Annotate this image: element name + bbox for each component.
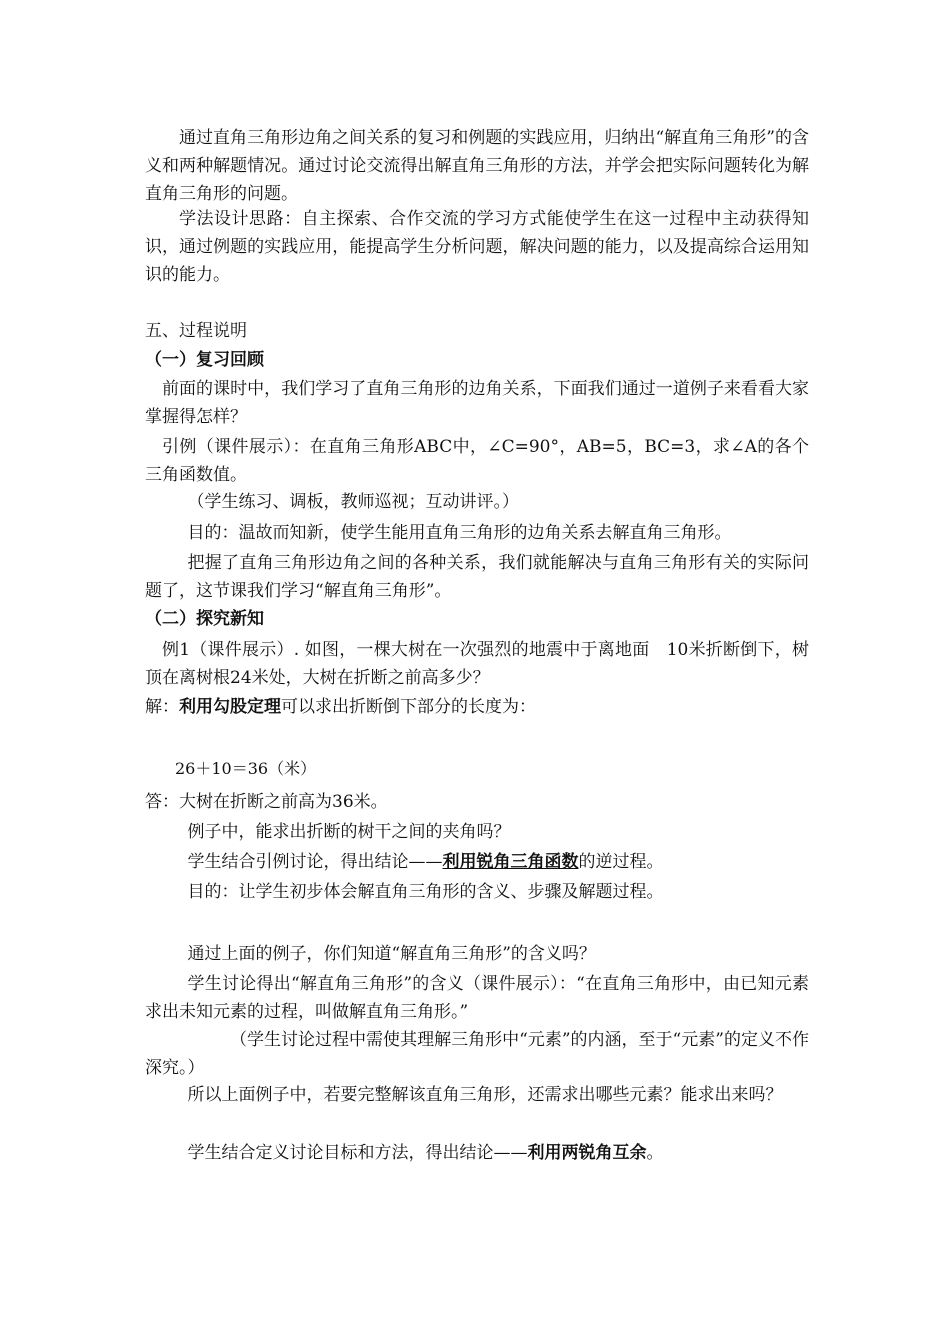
solution-line xyxy=(145,693,809,721)
answer: 答：大树在折断之前高为36米。 xyxy=(145,792,388,812)
discussion-2-rest: 。 xyxy=(646,1143,664,1163)
explore-purpose: 目的：让学生初步体会解直角三角形的含义、步骤及解题过程。 xyxy=(187,882,664,902)
heading-explore: （二）探究新知 xyxy=(145,609,264,629)
review-paragraph-5: 把握了直角三角形边角之间的各种关系，我们就能解决与直角三角形有关的实际问题了，这节课我们学习“解直角三角形”。 xyxy=(145,553,809,601)
review-paragraph-1: 前面的课时中，我们学习了直角三角形的边角关系，下面我们通过一道例子来看看大家掌握得怎样？ xyxy=(145,379,809,427)
question-3: 所以上面例子中，若要完整解该直角三角形，还需求出哪些元素？能求出来吗？ xyxy=(187,1085,783,1105)
definition: 学生讨论得出“解直角三角形”的含义（课件展示）：“在直角三角形中，由已知元素求出未知元素的过程，叫做解直角三角形。” xyxy=(145,974,809,1022)
question-2: 通过上面的例子，你们知道“解直角三角形”的含义吗？ xyxy=(187,944,596,964)
solution-rest: 可以求出折断倒下部分的长度为： xyxy=(281,697,536,717)
discussion-2-prefix: 学生结合定义讨论目标和方法，得出结论—— xyxy=(187,1143,528,1163)
discussion-1-prefix: 学生结合引例讨论，得出结论—— xyxy=(187,852,443,872)
discussion-1 xyxy=(145,848,809,876)
heading-review: （一）复习回顾 xyxy=(145,350,264,370)
review-paragraph-2: 引例（课件展示）：在直角三角形ABC中，∠C=90°，AB=5，BC=3，求∠A的各个三角函数值。 xyxy=(145,437,809,485)
solution-method: 利用勾股定理 xyxy=(179,697,281,717)
solution-prefix: 解： xyxy=(145,697,179,717)
intro-paragraph-2: 学法设计思路：自主探索、合作交流的学习方式能使学生在这一过程中主动获得知识，通过例题的实践应用，能提高学生分析问题，解决问题的能力，以及提高综合运用知识的能力。 xyxy=(145,209,809,285)
discussion-1-key: 利用锐角三角函数 xyxy=(442,852,579,872)
review-paragraph-3: （学生练习、调板，教师巡视；互动讲评。） xyxy=(187,492,519,512)
review-purpose: 目的：温故而知新，使学生能用直角三角形的边角关系去解直角三角形。 xyxy=(187,523,732,543)
discussion-2-key: 利用两锐角互余 xyxy=(527,1143,647,1163)
question-1: 例子中，能求出折断的树干之间的夹角吗？ xyxy=(187,822,511,842)
section-title: 五、过程说明 xyxy=(145,321,247,341)
discussion-1-rest: 的逆过程。 xyxy=(578,852,664,872)
discussion-2 xyxy=(145,1139,809,1167)
example-1: 例1（课件展示）. 如图，一棵大树在一次强烈的地震中于离地面 10米折断倒下，树顶在离树根24米处，大树在折断之前高多少？ xyxy=(145,640,809,688)
intro-paragraph-1: 通过直角三角形边角之间关系的复习和例题的实践应用，归纳出“解直角三角形”的含义和两种解题情况。通过讨论交流得出解直角三角形的方法，并学会把实际问题转化为解直角三角形的问题。 xyxy=(145,128,809,204)
formula: 26＋10＝36（米） xyxy=(175,759,317,778)
note: （学生讨论过程中需使其理解三角形中“元素”的内涵，至于“元素”的定义不作深究。） xyxy=(145,1030,809,1078)
